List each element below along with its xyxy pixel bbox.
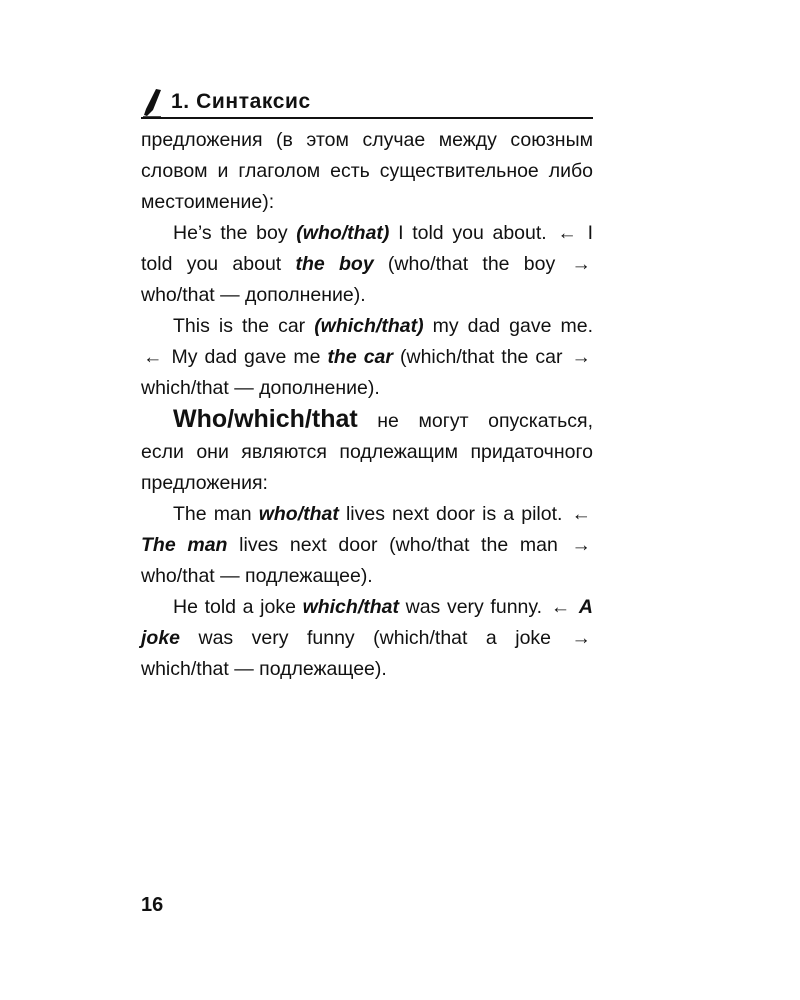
pen-icon xyxy=(141,88,163,118)
paragraph-1 xyxy=(141,125,593,218)
arrow-left-icon: ← xyxy=(571,503,592,525)
text: (which/that the car xyxy=(392,346,570,368)
emphasis: A joke xyxy=(141,596,593,649)
page-header xyxy=(141,88,593,118)
text: who/that — подлежащее). xyxy=(141,565,373,587)
paragraph-3 xyxy=(141,311,593,404)
text: who/that — дополнение). xyxy=(141,284,366,306)
arrow-right-icon: → xyxy=(571,627,591,649)
arrow-left-icon: ← xyxy=(143,346,163,368)
paragraph-2 xyxy=(141,218,593,311)
text xyxy=(572,596,579,618)
arrow-left-icon: ← xyxy=(550,596,571,618)
text: не могут опускаться, если они являются подлежащим придаточного предложения: xyxy=(141,410,593,494)
emphasis: (who/that) xyxy=(296,222,390,244)
text: He told a joke xyxy=(173,596,303,618)
emphasis: (which/that) xyxy=(314,315,424,337)
text: My dad gave me xyxy=(164,346,328,368)
arrow-right-icon: → xyxy=(571,253,591,275)
text: (who/that the boy xyxy=(373,253,570,275)
arrow-right-icon: → xyxy=(571,346,591,368)
emphasis: The man xyxy=(141,534,228,556)
page-number: 16 xyxy=(141,894,164,916)
text: I told you about xyxy=(141,222,593,275)
header-rule xyxy=(141,117,593,119)
text: which/that — подлежащее). xyxy=(141,658,387,680)
emphasis: the car xyxy=(327,346,393,368)
term-heading: Who/which/that xyxy=(173,405,358,433)
emphasis: which/that xyxy=(302,596,399,618)
emphasis: who/that xyxy=(258,503,339,525)
paragraph-4 xyxy=(141,404,593,499)
text: I told you about. xyxy=(389,222,556,244)
text: was very funny (which/that a joke xyxy=(180,627,570,649)
text: The man xyxy=(173,503,259,525)
text: This is the car xyxy=(173,315,315,337)
text: was very funny. xyxy=(398,596,549,618)
arrow-right-icon: → xyxy=(571,534,591,556)
text: which/that — дополнение). xyxy=(141,377,380,399)
emphasis: the boy xyxy=(295,253,374,275)
text: my dad gave me. xyxy=(423,315,593,337)
chapter-title: 1. Синтаксис xyxy=(171,90,311,113)
text: He’s the boy xyxy=(173,222,297,244)
paragraph-6 xyxy=(141,592,593,685)
body-text xyxy=(141,125,593,685)
paragraph-5 xyxy=(141,499,593,592)
text: предложения (в этом случае между союзным словом и глаголом есть существительное либо местоимение): xyxy=(141,129,593,213)
text: lives next door (who/that the man xyxy=(227,534,570,556)
text: lives next door is a pilot. xyxy=(338,503,570,525)
arrow-left-icon: ← xyxy=(557,222,577,244)
